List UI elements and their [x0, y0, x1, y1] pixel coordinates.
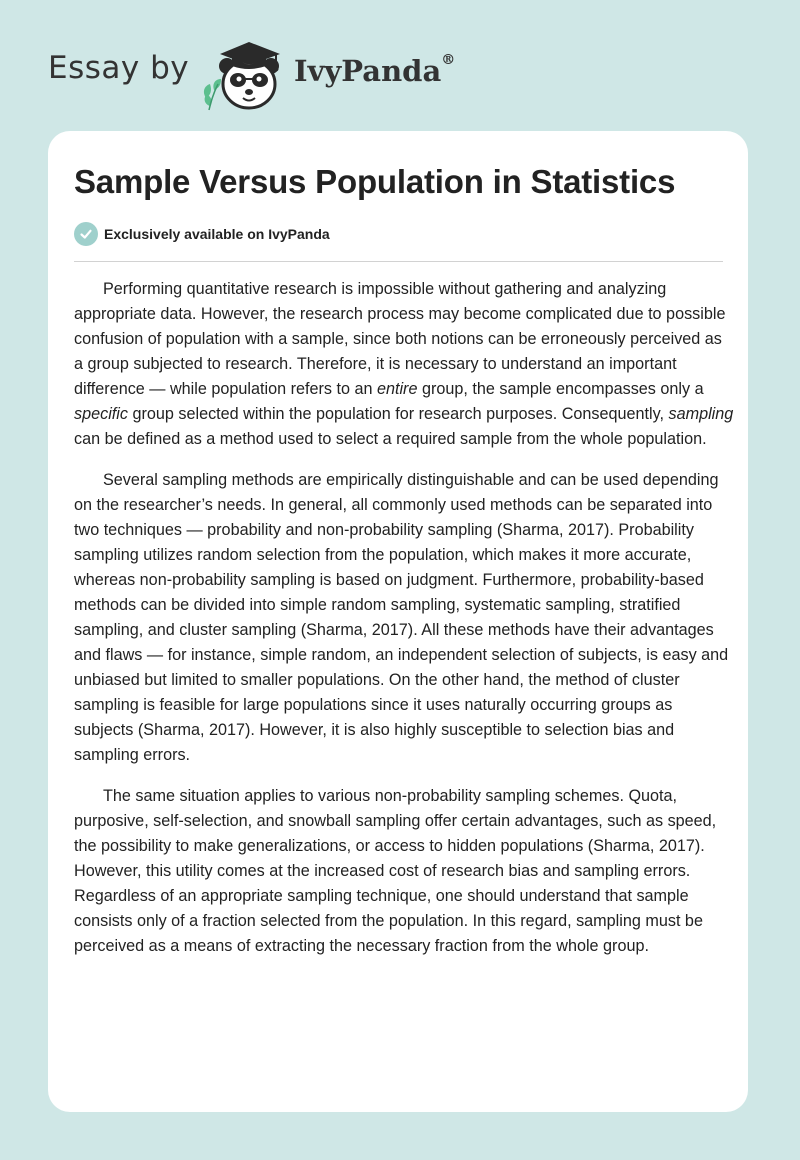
registered-mark: ® [441, 52, 456, 69]
emphasis-text: specific [74, 405, 128, 423]
paragraph [74, 277, 734, 452]
article-body [74, 277, 734, 975]
panda-graduate-logo-icon[interactable] [200, 32, 292, 112]
emphasis-text: sampling [668, 405, 734, 423]
essay-card [48, 131, 748, 1112]
brand-name[interactable]: IvyPanda® [294, 52, 456, 88]
exclusive-badge-label: Exclusively available on IvyPanda [104, 226, 330, 242]
paragraph-text: The same situation applies to various non-probability sampling schemes. Quota, purposive, self-selection, and snowball sampling offer certain advantages, such as speed, the possibility to make generalizations, or access to hidden populations (Sharma, 2017). However, this utility comes at the increased cost of research bias and sampling errors. Regardless of an appropriate sampling technique, one should understand that sample consists only of a fraction selected from the population. In this regard, sampling must be perceived as a means of extracting the necessary fraction from the whole group. [74, 787, 717, 955]
site-header [48, 28, 648, 118]
paragraph [74, 784, 734, 959]
essay-by-label: Essay by [48, 50, 190, 86]
paragraph-text: can be defined as a method used to select a required sample from the whole population. [74, 430, 707, 448]
exclusive-badge [74, 221, 330, 247]
header-divider [74, 261, 723, 262]
check-circle-icon [74, 222, 98, 246]
paragraph-text: group selected within the population for research purposes. Consequently, [127, 405, 669, 423]
emphasis-text: entire [376, 380, 418, 398]
paragraph-text: group, the sample encompasses only a [417, 380, 704, 398]
paragraph-text: Several sampling methods are empirically distinguishable and can be used depending on the researcher’s needs. In general, all commonly used methods can be separated into two techniques — probability and non-probability sampling (Sharma, 2017). Probability sampling utilizes random selection from the population, which makes it more accurate, whereas non-probability sampling is based on judgment. Furthermore, probability-based methods can be divided into simple random sampling, systematic sampling, stratified sampling, and cluster sampling (Sharma, 2017). All these methods have their advantages and flaws — for instance, simple random, an independent selection of subjects, is easy and unbiased but limited to smaller populations. On the other hand, the method of cluster sampling is feasible for large populations since it uses naturally occurring groups as subjects (Sharma, 2017). However, it is also highly susceptible to selection bias and sampling errors. [74, 471, 729, 764]
page-title: Sample Versus Population in Statistics [74, 163, 676, 200]
paragraph-text: Performing quantitative research is impossible without gathering and analyzing appropriate data. However, the research process may become complicated due to possible confusion of population with a sample, since both notions can be erroneously perceived as a group subjected to research. Therefore, it is necessary to understand an important difference — while population refers to an [74, 280, 726, 398]
paragraph [74, 468, 734, 768]
